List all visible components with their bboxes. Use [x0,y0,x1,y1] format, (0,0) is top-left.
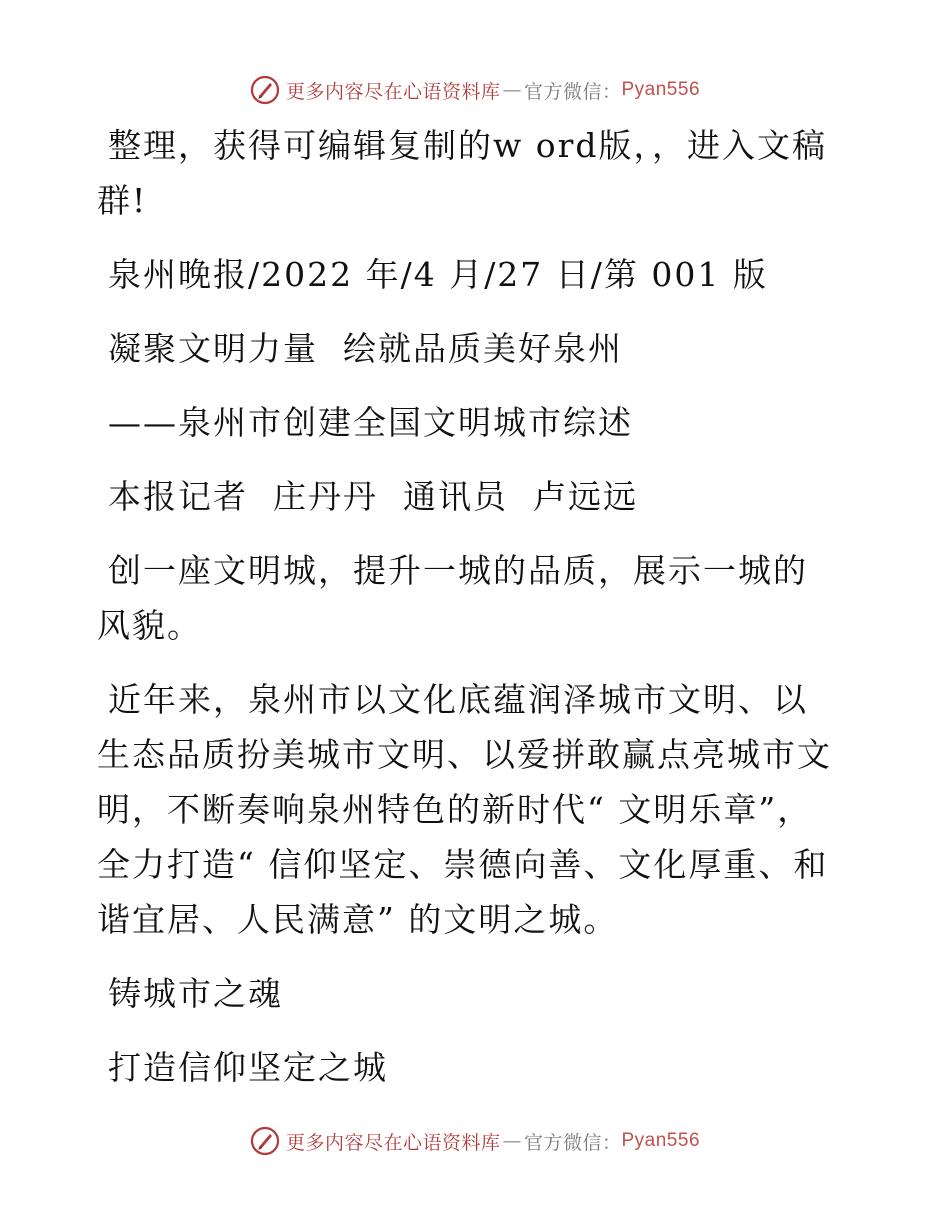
paragraph-intro-note: 整理，获得可编辑复制的w ord版，，进入文稿群! [97,126,828,220]
wechat-label: 官方微信： [523,80,622,103]
paragraph-source-line: 泉州晚报/2022 年/4 月/27 日/第 001 版 [108,255,768,294]
document-body [97,118,837,1114]
watermark-separator: — [502,1130,522,1152]
article-byline: 本报记者 庄丹丹 通讯员 卢远远 [108,477,638,516]
article-subtitle: ——泉州市创建全国文明城市综述 [108,403,633,442]
section-subheading: 打造信仰坚定之城 [108,1048,388,1087]
quill-logo-icon [250,75,280,105]
watermark-text: 更多内容尽在心语资料库 [285,80,501,103]
wechat-id: Pyan556 [621,79,701,100]
paragraph-lead: 创一座文明城，提升一城的品质，展示一城的风貌。 [97,551,808,645]
quill-logo-icon [250,1126,280,1156]
watermark-separator: — [502,79,522,101]
footer-watermark [0,1124,950,1158]
wechat-id: Pyan556 [621,1130,701,1151]
wechat-label: 官方微信： [523,1131,622,1154]
section-heading: 铸城市之魂 [108,974,283,1013]
header-watermark [0,73,950,107]
article-title: 凝聚文明力量 绘就品质美好泉州 [108,329,623,368]
watermark-text: 更多内容尽在心语资料库 [285,1131,501,1154]
paragraph-body: 近年来，泉州市以文化底蕴润泽城市文明、以生态品质扮美城市文明、以爱拼敢赢点亮城市文明，不断奏响泉州特色的新时代“ 文明乐章”，全力打造“ 信仰坚定、崇德向善、文化厚重、和谐宜居、人民满意” 的文明之城。 [97,680,832,939]
